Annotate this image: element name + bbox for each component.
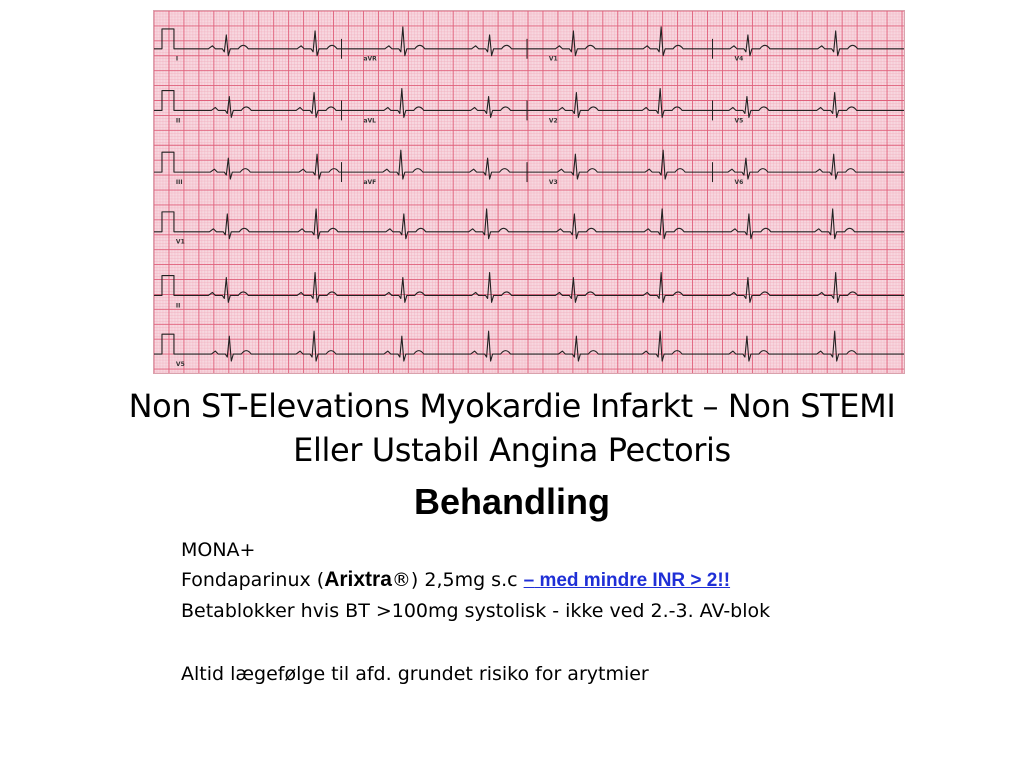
- slide-title-behandling: Behandling: [414, 481, 610, 522]
- lead-label: aVR: [363, 55, 377, 63]
- lead-label: V5: [734, 117, 744, 125]
- lead-label: aVF: [363, 179, 377, 187]
- inr-warning-link[interactable]: med mindre INR > 2!!: [534, 570, 731, 591]
- lead-label: V6: [734, 179, 744, 187]
- mona-line: MONA+: [181, 539, 256, 561]
- treatment-text: [181, 535, 941, 689]
- fondaparinux-dash-link[interactable]: –: [523, 570, 535, 591]
- blank-line: [181, 626, 941, 659]
- lead-label: V3: [548, 179, 558, 187]
- fondaparinux-suffix: ®) 2,5mg s.c: [391, 569, 524, 591]
- arixtra-brand: Arixtra: [324, 568, 392, 591]
- lead-label: V1: [175, 238, 185, 246]
- ecg-graph: [154, 11, 904, 373]
- betablokker-line: Betablokker hvis BT >100mg systolisk - ikke ved 2.-3. AV-blok: [181, 600, 771, 622]
- lead-label: aVL: [363, 117, 376, 125]
- lagefolge-line: Altid lægefølge til afd. grundet risiko for arytmier: [181, 663, 649, 685]
- lead-label: III: [175, 179, 183, 187]
- ecg-background: [154, 11, 904, 373]
- lead-label: V2: [548, 117, 558, 125]
- lead-label: V4: [734, 55, 744, 63]
- lead-label: I: [175, 55, 179, 63]
- slide-title-line-2: Eller Ustabil Angina Pectoris: [293, 431, 731, 469]
- slide-title-line-1: Non ST-Elevations Myokardie Infarkt – Non STEMI: [128, 387, 896, 425]
- fondaparinux-prefix: Fondaparinux (: [181, 569, 325, 591]
- lead-label: II: [175, 302, 181, 310]
- fondaparinux-line: [181, 565, 941, 596]
- ecg-image: [153, 10, 905, 374]
- lead-label: V1: [548, 55, 558, 63]
- lead-label: II: [175, 117, 181, 125]
- lead-label: V5: [175, 361, 185, 369]
